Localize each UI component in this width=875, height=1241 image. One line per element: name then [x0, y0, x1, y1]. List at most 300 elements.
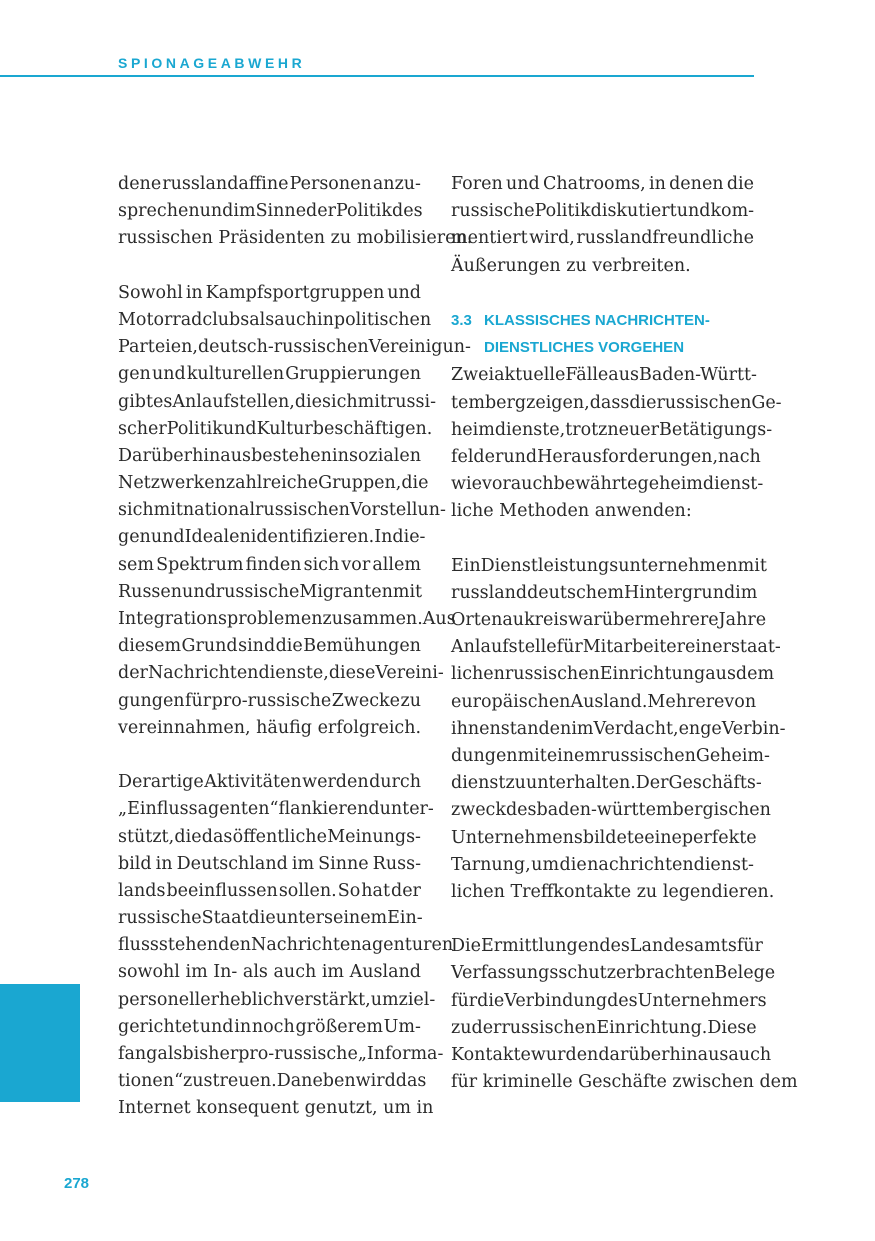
- section-title-line-1: KLASSISCHES NACHRICHTEN-: [484, 311, 710, 329]
- word: Zwei: [451, 365, 495, 386]
- word: politischen: [333, 309, 432, 330]
- text-line: russischen Präsidenten zu mobilisieren.: [118, 228, 473, 249]
- word: Sinne: [255, 201, 307, 222]
- word: wird: [355, 1071, 396, 1092]
- word: für: [736, 936, 763, 957]
- word: sich: [322, 391, 358, 412]
- word: Dienstleistungsunternehmen: [480, 555, 738, 576]
- text-line: [118, 824, 421, 851]
- text-line: [118, 932, 454, 959]
- word: Integrationsproblemen: [118, 609, 323, 629]
- word: Mehrere: [647, 691, 725, 712]
- word: beeinflussen: [166, 880, 278, 901]
- word: russlandfreundliche: [576, 228, 754, 249]
- word: es: [153, 391, 173, 412]
- word: Vorstellun-: [349, 500, 446, 521]
- word: neuer: [607, 419, 659, 440]
- word: Spektrum: [156, 554, 244, 575]
- word: Foren: [451, 174, 503, 194]
- paragraph-gap: [118, 742, 421, 769]
- word: noch: [251, 1016, 295, 1037]
- word: baden-württembergischen: [536, 800, 771, 821]
- word: ziel-: [398, 989, 436, 1010]
- text-line: [118, 959, 421, 986]
- word: Einrichtung.: [596, 1017, 708, 1038]
- word: die: [726, 174, 754, 194]
- word: und: [182, 581, 216, 602]
- word: darüber: [598, 1045, 670, 1065]
- text-line: [451, 390, 782, 417]
- word: als: [249, 309, 275, 330]
- word: tionen“: [118, 1071, 184, 1092]
- text-line: [118, 171, 421, 198]
- word: zu: [183, 1071, 204, 1092]
- word: kom-: [710, 201, 755, 222]
- word: auch: [510, 474, 554, 495]
- word: die: [477, 990, 505, 1011]
- word: Politik: [166, 418, 223, 439]
- word: sprechen: [118, 201, 200, 222]
- word: anzu-: [372, 174, 421, 194]
- word: ihnen: [451, 718, 501, 739]
- word: wurden: [530, 1045, 599, 1065]
- word: gen: [118, 364, 151, 385]
- paragraph: [451, 171, 754, 280]
- word: gibt: [118, 391, 154, 412]
- word: Baden-Württ-: [638, 365, 757, 386]
- word: Vereinigun-: [368, 337, 471, 358]
- word: bildete: [582, 827, 645, 848]
- word: dass: [589, 392, 630, 413]
- word: Aus: [422, 609, 456, 629]
- text-line: [118, 389, 436, 416]
- word: europäischen: [451, 691, 571, 712]
- section-number: 3.3: [451, 311, 472, 329]
- word: eine: [644, 827, 682, 848]
- word: Politik: [335, 201, 393, 222]
- word: der: [118, 663, 148, 684]
- word: unter: [275, 908, 324, 929]
- text-line: [118, 579, 421, 606]
- word: im: [321, 962, 345, 983]
- header-rule: [0, 75, 754, 77]
- text-line: [451, 553, 767, 580]
- word: größerem: [295, 1016, 383, 1037]
- word: Geschäfts-: [668, 773, 762, 794]
- word: Diese: [707, 1017, 757, 1038]
- word: Vereini-: [375, 663, 444, 684]
- word: erheblich: [200, 989, 285, 1010]
- word: als: [242, 962, 268, 983]
- word: lichen: [451, 664, 505, 685]
- word: und: [222, 418, 257, 439]
- text-line: [451, 797, 771, 824]
- word: hinaus: [669, 1045, 729, 1065]
- word: Kultur: [256, 418, 313, 439]
- word: sich: [303, 554, 340, 575]
- word: und: [199, 1016, 234, 1037]
- word: Personen: [289, 174, 372, 194]
- word: Ortenaukreis: [451, 610, 568, 630]
- word: in: [185, 282, 203, 303]
- word: durch: [369, 772, 421, 793]
- running-header: SPIONAGEABWEHR: [118, 55, 306, 71]
- word: öffentliche: [232, 826, 327, 847]
- word: Gruppierungen: [285, 364, 421, 385]
- word: Daneben: [276, 1071, 356, 1092]
- word: Aktivitäten: [204, 772, 302, 793]
- word: Ein: [451, 555, 481, 576]
- text-line: lichen Treffkontakte zu legendieren.: [451, 881, 775, 902]
- word: diese: [328, 663, 376, 684]
- paragraph-gap: [118, 253, 421, 280]
- word: Unternehmers: [637, 990, 767, 1011]
- word: Parteien,: [118, 337, 198, 358]
- word: russische: [118, 908, 202, 929]
- word: Jahre: [718, 610, 767, 630]
- word: dungen: [451, 745, 518, 766]
- word: gerichtet: [118, 1016, 200, 1037]
- text-line: [451, 852, 754, 879]
- paragraph: [451, 362, 782, 525]
- word: Staat: [201, 908, 249, 929]
- text-line: [118, 769, 421, 796]
- word: zweck: [451, 800, 506, 821]
- word: Verdacht,: [593, 718, 679, 739]
- text-line: liche Methoden anwenden:: [451, 501, 692, 522]
- word: russischen: [504, 664, 600, 685]
- word: heimdienste,: [451, 419, 566, 440]
- word: dem: [735, 664, 775, 685]
- word: Grund: [181, 636, 238, 657]
- word: geheimdienst-: [637, 474, 764, 495]
- word: war: [567, 610, 602, 630]
- word: auch: [274, 309, 318, 330]
- word: mit: [517, 745, 547, 766]
- word: pro-russische: [211, 690, 332, 711]
- word: finden: [245, 554, 302, 575]
- word: unterhalten.: [525, 773, 636, 794]
- word: die: [294, 391, 322, 412]
- word: die: [559, 854, 587, 875]
- word: und: [505, 174, 540, 194]
- right-body: [451, 362, 798, 1096]
- word: von: [724, 691, 757, 712]
- word: verstärkt,: [284, 989, 371, 1010]
- word: russlanddeutschem: [451, 582, 624, 603]
- text-line: für kriminelle Geschäfte zwischen dem: [451, 1072, 798, 1093]
- page-number: 278: [64, 1175, 90, 1192]
- text-line: [118, 416, 433, 443]
- word: temberg: [451, 392, 527, 413]
- text-line: [451, 988, 767, 1015]
- text-line: [451, 580, 758, 607]
- text-line: [118, 307, 432, 334]
- word: im: [571, 718, 594, 739]
- text-line: vereinnahmen, häufig erfolgreich.: [118, 717, 422, 738]
- word: auch: [273, 962, 317, 983]
- word: personell: [118, 989, 201, 1010]
- text-line: [118, 633, 421, 660]
- section-title-line-2: DIENSTLICHES VORGEHEN: [484, 339, 685, 357]
- word: streuen.: [203, 1071, 277, 1092]
- word: seinem: [323, 908, 388, 929]
- word: So: [337, 880, 361, 901]
- word: mit: [737, 555, 767, 576]
- right-intro-paragraph: [451, 171, 754, 280]
- word: bisher: [182, 1044, 239, 1064]
- word: aktuelle: [494, 365, 566, 386]
- word: Kontakte: [451, 1045, 531, 1065]
- text-line: [451, 171, 754, 198]
- text-line: [118, 905, 421, 932]
- word: im: [233, 201, 256, 222]
- word: um: [531, 854, 560, 875]
- word: die: [629, 392, 657, 413]
- word: aus: [608, 365, 639, 386]
- word: Chatrooms,: [543, 174, 646, 194]
- word: nachrichtendienst-: [587, 854, 754, 875]
- word: denen: [669, 174, 724, 194]
- word: Anlaufstelle: [451, 637, 557, 658]
- side-color-bar: [0, 984, 80, 1102]
- word: mehrere: [642, 610, 719, 630]
- text-line: [451, 607, 767, 634]
- paragraph-gap: [451, 906, 754, 933]
- text-line: [118, 361, 421, 388]
- text-line: [451, 743, 770, 770]
- word: und: [151, 364, 186, 385]
- word: aus: [705, 664, 736, 685]
- text-line: [118, 660, 444, 687]
- word: perfekte: [681, 827, 757, 848]
- word: der: [471, 1017, 502, 1038]
- word: russischen: [501, 1017, 597, 1038]
- word: Darüber: [118, 445, 193, 466]
- word: russi-: [386, 391, 436, 412]
- word: das: [395, 1071, 427, 1092]
- word: sowohl: [118, 962, 180, 983]
- text-line: [118, 470, 429, 497]
- word: „Einflussagenten“: [118, 799, 279, 820]
- word: flankierend: [278, 799, 380, 820]
- text-line: [451, 1042, 772, 1069]
- word: Gruppen,: [318, 473, 402, 494]
- word: gungen: [118, 690, 185, 711]
- text-line: [451, 689, 757, 716]
- word: erbrachten: [615, 963, 715, 984]
- word: Anlaufstellen,: [172, 391, 295, 412]
- word: stützt,: [118, 826, 175, 847]
- word: die: [275, 636, 303, 657]
- word: sem: [118, 554, 154, 575]
- word: bestehen: [251, 445, 332, 466]
- word: in: [317, 309, 334, 330]
- word: des: [505, 800, 537, 821]
- word: Die: [451, 936, 481, 957]
- word: über: [601, 610, 643, 630]
- word: im: [735, 582, 758, 603]
- word: Idealen: [184, 527, 251, 548]
- text-line: [118, 796, 434, 823]
- paragraph: [451, 933, 798, 1096]
- word: russlandaffine: [162, 174, 289, 194]
- word: Migranten: [299, 581, 393, 602]
- text-line: Internet konsequent genutzt, um in: [118, 1098, 434, 1119]
- word: hinaus: [192, 445, 251, 466]
- word: dene: [118, 174, 162, 194]
- word: Motorradclubs: [118, 309, 250, 330]
- word: gen: [118, 527, 151, 548]
- word: Ermittlungen: [480, 936, 600, 957]
- text-line: [451, 661, 775, 688]
- word: als: [157, 1044, 183, 1064]
- word: Sowohl: [118, 282, 183, 303]
- text-line: [118, 987, 436, 1014]
- word: und: [503, 446, 538, 467]
- text-line: [118, 524, 426, 551]
- word: der: [306, 201, 336, 222]
- word: Einrichtung: [599, 664, 706, 685]
- word: zahlreiche: [225, 473, 319, 494]
- text-line: [451, 198, 754, 225]
- word: mit: [153, 500, 183, 521]
- text-line: [451, 417, 773, 444]
- word: einer: [685, 637, 731, 658]
- text-line: [451, 933, 763, 960]
- text-line: [451, 634, 781, 661]
- word: kulturellen: [186, 364, 285, 385]
- word: Derartige: [118, 772, 204, 793]
- word: Betätigungs-: [659, 419, 773, 440]
- text-line: [118, 497, 446, 524]
- text-line: [451, 362, 757, 389]
- word: Netzwerken: [118, 473, 226, 494]
- word: nach: [718, 446, 761, 467]
- word: in: [155, 853, 173, 874]
- word: Russ-: [372, 853, 421, 874]
- word: fluss: [118, 935, 159, 956]
- word: und: [150, 527, 185, 548]
- section-heading: [451, 307, 754, 361]
- word: russischen: [656, 392, 752, 413]
- paragraph: [118, 171, 473, 253]
- word: für: [185, 690, 212, 711]
- word: Deutschland: [176, 853, 288, 874]
- word: in: [234, 1016, 252, 1037]
- word: Belege: [714, 963, 776, 984]
- word: zu: [400, 690, 421, 711]
- paragraph-gap: [451, 525, 754, 552]
- word: und: [676, 201, 711, 222]
- word: Geheim-: [695, 745, 770, 766]
- word: unter-: [379, 799, 434, 820]
- word: lands: [118, 880, 166, 901]
- word: russischen: [601, 745, 696, 766]
- word: fang: [118, 1044, 158, 1064]
- word: vor: [341, 554, 371, 575]
- word: Nachrichtendienste,: [147, 663, 329, 684]
- text-line: [118, 1068, 427, 1095]
- word: Landesamts: [629, 936, 737, 957]
- word: bewährte: [553, 474, 638, 495]
- word: Unternehmens: [451, 827, 583, 848]
- text-line: [118, 878, 421, 905]
- word: In: [374, 527, 393, 548]
- text-line: [118, 1041, 444, 1068]
- text-line: [118, 552, 421, 579]
- word: Verfassungsschutz: [451, 963, 616, 984]
- word: mit: [392, 581, 423, 602]
- word: und: [387, 282, 421, 303]
- word: mit: [357, 391, 387, 412]
- text-line: [451, 444, 761, 471]
- word: werden: [302, 772, 369, 793]
- paragraph: [118, 769, 454, 1122]
- word: In-: [213, 962, 238, 983]
- word: Tarnung,: [451, 854, 531, 875]
- text-line: [451, 770, 762, 797]
- word: Fälle: [565, 365, 609, 386]
- text-line: [451, 1015, 757, 1042]
- text-line: [451, 716, 786, 743]
- text-line: [118, 688, 421, 715]
- word: Verbin-: [721, 718, 786, 739]
- word: russische: [451, 201, 535, 222]
- word: staat-: [730, 637, 781, 658]
- word: Kampfsportgruppen: [205, 282, 385, 303]
- word: in: [648, 174, 666, 194]
- word: standen: [500, 718, 572, 739]
- word: allem: [372, 554, 421, 575]
- word: dienst: [451, 773, 506, 794]
- word: die: [174, 826, 202, 847]
- word: des: [607, 990, 638, 1011]
- word: und: [199, 201, 234, 222]
- word: bild: [118, 853, 152, 874]
- word: zeigen,: [526, 392, 590, 413]
- word: im: [185, 962, 208, 983]
- word: sollen.: [278, 880, 337, 901]
- right-column: [451, 171, 798, 1096]
- word: in: [332, 445, 349, 466]
- word: stehenden: [158, 935, 252, 956]
- word: des: [599, 936, 630, 957]
- word: im: [291, 853, 315, 874]
- word: Russen: [118, 581, 183, 602]
- word: pro-russische: [238, 1044, 358, 1064]
- word: beschäftigen.: [312, 418, 433, 439]
- text-line: [451, 471, 764, 498]
- text-line: [451, 960, 776, 987]
- word: vor: [481, 474, 511, 495]
- word: scher: [118, 418, 167, 439]
- word: Der: [635, 773, 669, 794]
- word: die: [248, 908, 276, 929]
- word: trotz: [565, 419, 608, 440]
- word: Mitarbeiter: [582, 637, 685, 658]
- word: Ein-: [387, 908, 423, 929]
- word: Herausforderungen,: [537, 446, 719, 467]
- word: für: [556, 637, 583, 658]
- text-line: [118, 334, 471, 361]
- text-line: [118, 606, 456, 633]
- text-line: [118, 443, 421, 470]
- word: Meinungs-: [327, 826, 421, 847]
- text-line: Äußerungen zu verbreiten.: [451, 255, 691, 276]
- word: wird,: [529, 228, 575, 249]
- word: für: [451, 990, 478, 1011]
